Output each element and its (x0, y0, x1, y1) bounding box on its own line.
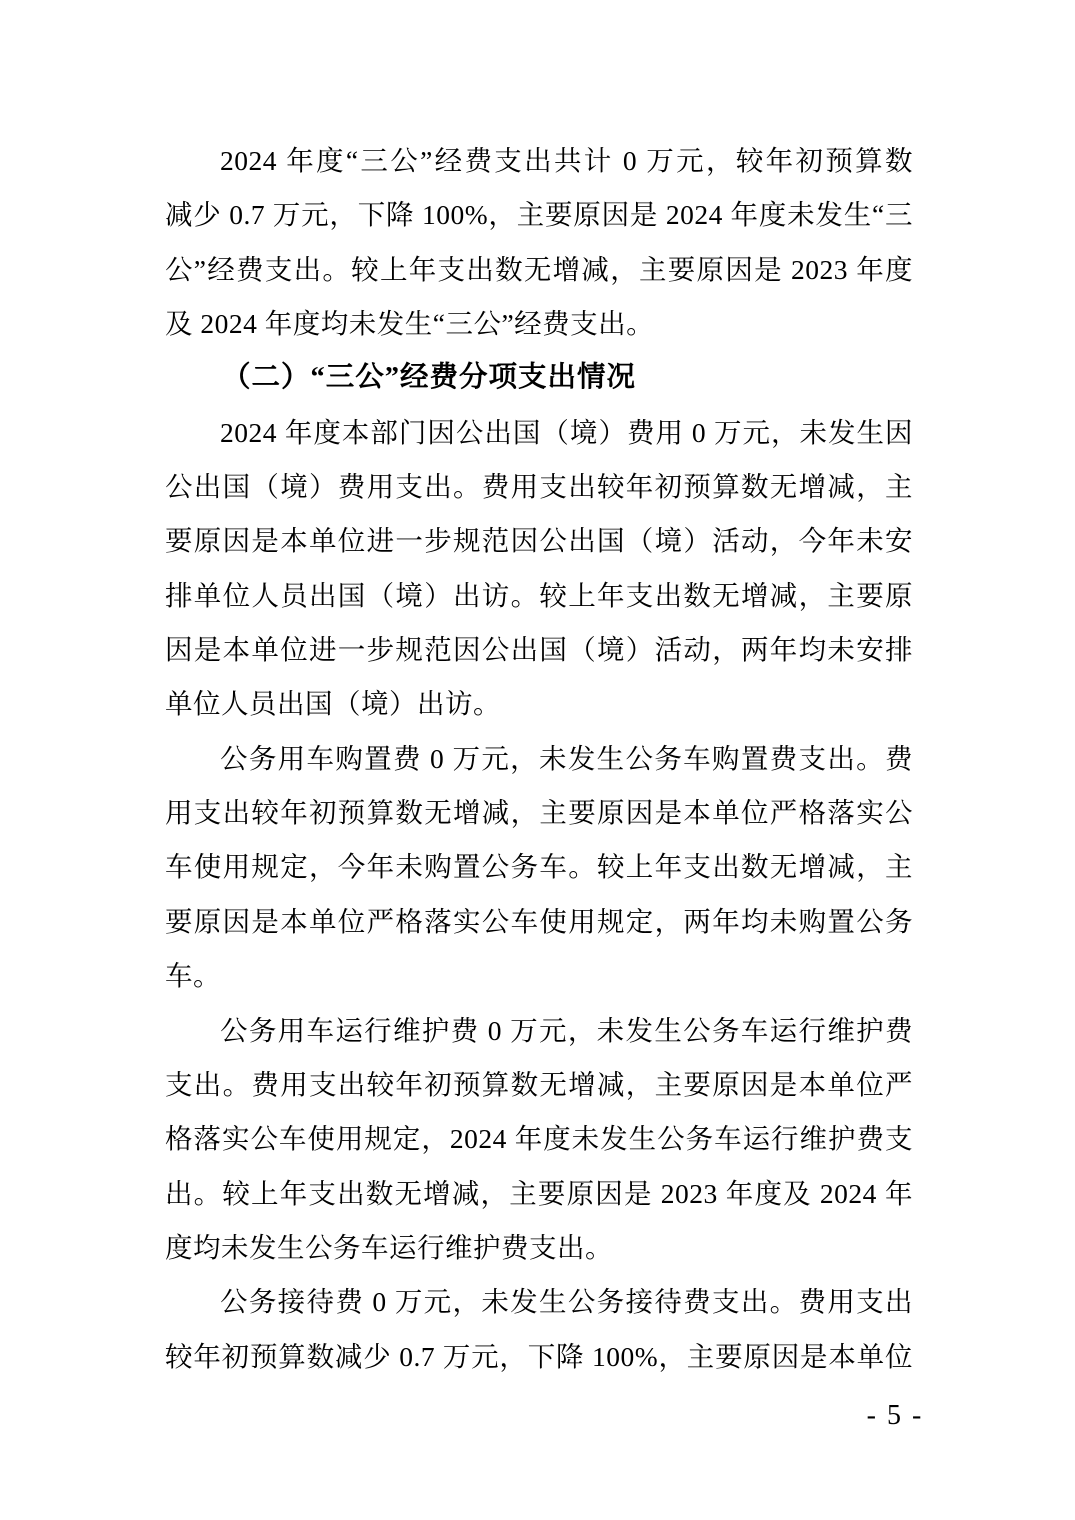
paragraph-sangong-total (165, 134, 913, 351)
text-line: 减少 0.7 万元，下降 100%，主要原因是 2024 年度未发生“三 (165, 199, 913, 231)
text-line: 单位人员出国（境）出访。 (165, 688, 501, 720)
text-line: 度均未发生公务车运行维护费支出。 (165, 1231, 613, 1263)
text-line: 要原因是本单位进一步规范因公出国（境）活动，今年未安 (165, 525, 913, 557)
document-body (165, 134, 913, 1384)
text-line: 车使用规定，今年未购置公务车。较上年支出数无增减，主 (165, 851, 913, 883)
text-line: 2024 年度“三公”经费支出共计 0 万元，较年初预算数 (220, 145, 913, 176)
text-line: 公务用车运行维护费 0 万元，未发生公务车运行维护费 (220, 1014, 913, 1046)
text-line: 因是本单位进一步规范因公出国（境）活动，两年均未安排 (165, 634, 913, 666)
text-line: 排单位人员出国（境）出访。较上年支出数无增减，主要原 (165, 579, 913, 611)
text-line: 用支出较年初预算数无增减，主要原因是本单位严格落实公 (165, 797, 913, 829)
text-line: 及 2024 年度均未发生“三公”经费支出。 (165, 308, 655, 340)
text-line: 要原因是本单位严格落实公车使用规定，两年均未购置公务 (165, 905, 913, 937)
text-line: 公务用车购置费 0 万元，未发生公务车购置费支出。费 (220, 742, 913, 774)
section-heading: （二）“三公”经费分项支出情况 (222, 362, 637, 394)
text-line: 较年初预算数减少 0.7 万元，下降 100%，主要原因是本单位 (165, 1340, 913, 1372)
text-line: 2024 年度本部门因公出国（境）费用 0 万元，未发生因 (220, 416, 913, 448)
paragraph-official-reception (165, 1275, 913, 1384)
text-line: 车。 (165, 960, 221, 992)
text-line: 支出。费用支出较年初预算数无增减，主要原因是本单位严 (165, 1068, 913, 1100)
text-line: 出。较上年支出数无增减，主要原因是 2023 年度及 2024 年 (165, 1177, 913, 1209)
text-line: 公务接待费 0 万元，未发生公务接待费支出。费用支出 (220, 1286, 913, 1318)
text-line: 公出国（境）费用支出。费用支出较年初预算数无增减，主 (165, 471, 913, 503)
paragraph-vehicle-maintenance (165, 1004, 913, 1276)
text-line: 公”经费支出。较上年支出数无增减，主要原因是 2023 年度 (165, 253, 913, 285)
paragraph-abroad-expense (165, 406, 913, 732)
page-number: - 5 - (866, 1400, 924, 1431)
paragraph-vehicle-purchase (165, 732, 913, 1004)
text-line: 格落实公车使用规定，2024 年度未发生公务车运行维护费支 (165, 1123, 913, 1155)
